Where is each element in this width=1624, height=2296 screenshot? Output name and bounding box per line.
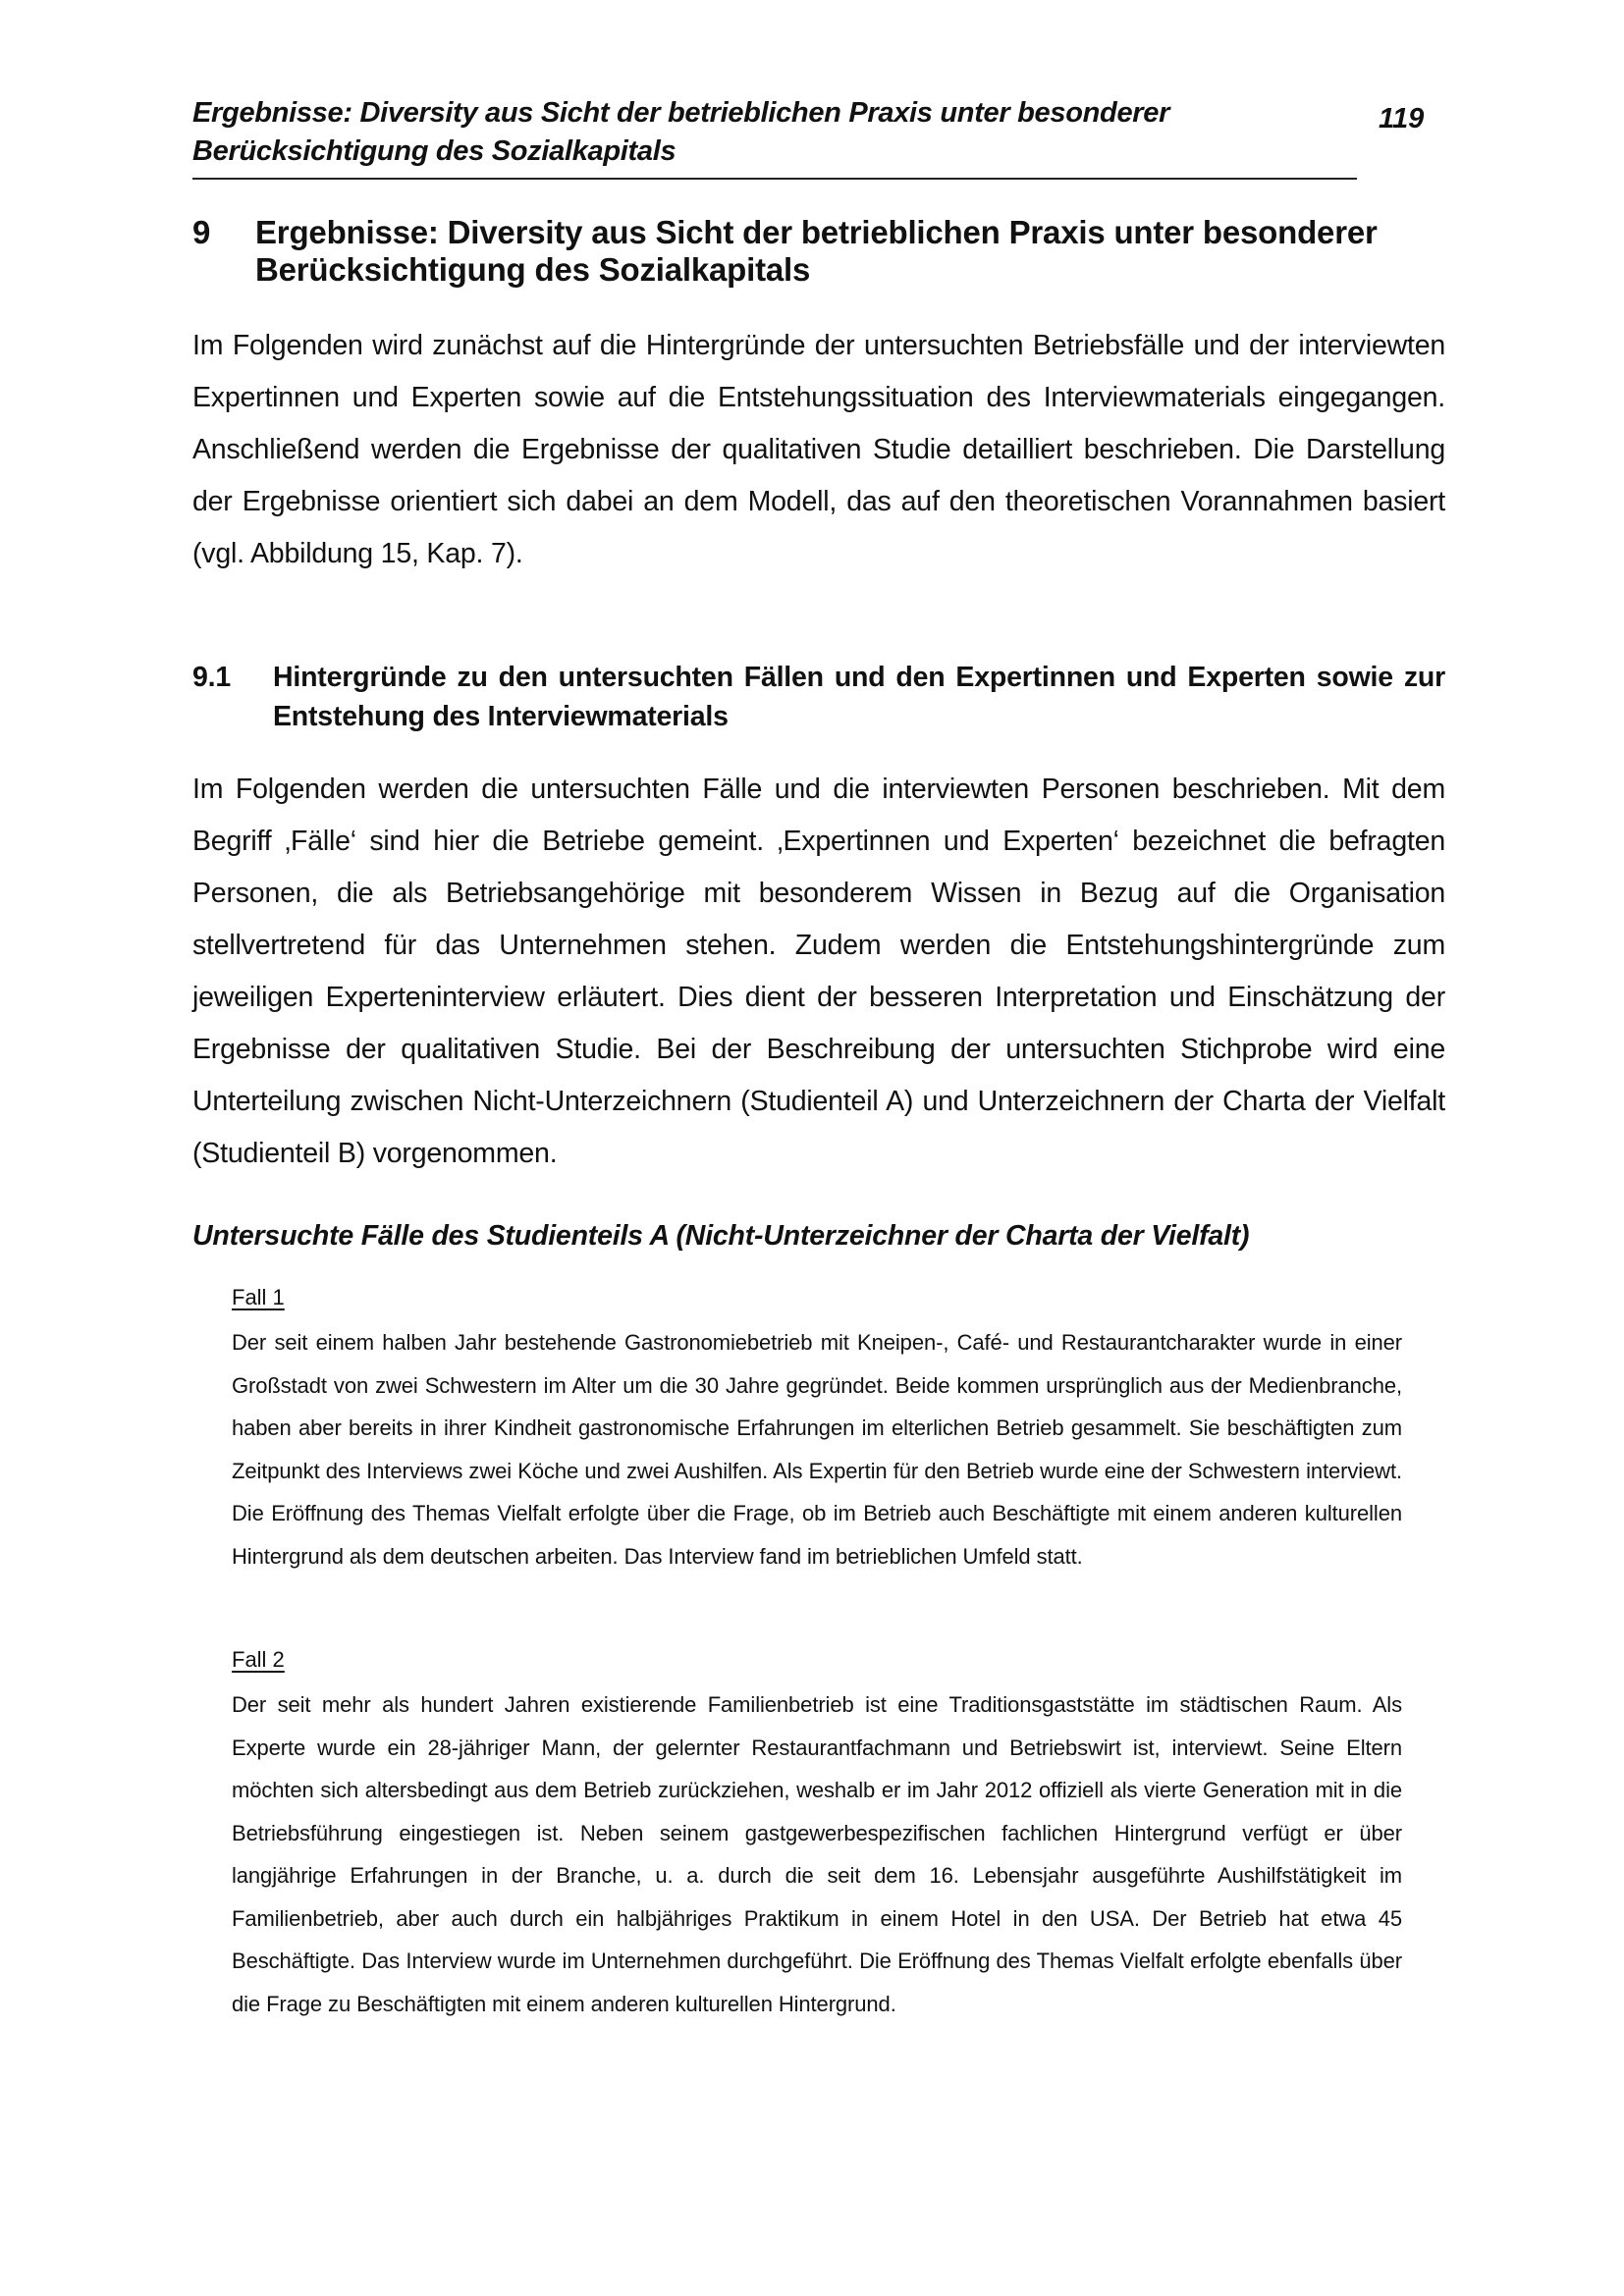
section-title: Hintergründe zu den untersuchten Fällen und den Expertinnen und Experten sowie zur Entstehung des Interviewmaterials [273, 662, 1445, 732]
study-part-a-subheading: Untersuchte Fälle des Studienteils A (Nicht-Unterzeichner der Charta der Vielfalt) [192, 1220, 1250, 1252]
chapter-heading [192, 214, 1445, 289]
case-label: Fall 2 [232, 1647, 285, 1672]
chapter-title: Ergebnisse: Diversity aus Sicht der betrieblichen Praxis unter besonderer Berücksichtigung des Sozialkapitals [255, 214, 1378, 288]
section-number: 9.1 [192, 662, 232, 693]
case-block-1 [232, 1282, 1402, 1577]
section-heading [192, 658, 1445, 736]
case-block-2 [232, 1644, 1402, 2025]
header-divider [192, 178, 1357, 180]
case-description: Der seit mehr als hundert Jahren existierende Familienbetrieb ist eine Traditionsgaststätte im städtischen Raum. Als Experte wurde ein 28-jähriger Mann, der gelernter Restaurantfachmann und Betriebswirt ist, interviewt. Seine Eltern möchten sich altersbedingt aus dem Betrieb zurückziehen, weshalb er im Jahr 2012 offiziell als vierte Generation mit in die Betriebsführung eingestiegen ist. Neben seinem gastgewerbespezifischen fachlichen Hintergrund verfügt er über langjährige Erfahrungen in der Branche, u. a. durch die seit dem 16. Lebensjahr ausgeführte Aushilfstätigkeit im Familienbetrieb, aber auch durch ein halbjähriges Praktikum in einem Hotel in den USA. Der Betrieb hat etwa 45 Beschäftigte. Das Interview wurde im Unternehmen durchgeführt. Die Eröffnung des Themas Vielfalt erfolgte ebenfalls über die Frage zu Beschäftigten mit einem anderen kulturellen Hintergrund. [232, 1692, 1402, 2016]
running-header-title: Ergebnisse: Diversity aus Sicht der betrieblichen Praxis unter besonderer Berücksichtigung des Sozialkapitals [192, 97, 1170, 167]
page-number: 119 [1379, 103, 1425, 134]
chapter-number: 9 [192, 214, 211, 250]
intro-paragraph: Im Folgenden wird zunächst auf die Hintergründe der untersuchten Betriebsfälle und der interviewten Expertinnen und Experten sowie auf die Entstehungssituation des Interviewmaterials eingegangen. Anschließend werden die Ergebnisse der qualitativen Studie detailliert beschrieben. Die Darstellung der Ergebnisse orientiert sich dabei an dem Modell, das auf den theoretischen Vorannahmen basiert (vgl. Abbildung 15, Kap. 7). [192, 330, 1445, 569]
case-description: Der seit einem halben Jahr bestehende Gastronomiebetrieb mit Kneipen-, Café- und Restaurantcharakter wurde in einer Großstadt von zwei Schwestern im Alter um die 30 Jahre gegründet. Beide kommen ursprünglich aus der Medienbranche, haben aber bereits in ihrer Kindheit gastronomische Erfahrungen im elterlichen Betrieb gesammelt. Sie beschäftigten zum Zeitpunkt des Interviews zwei Köche und zwei Aushilfen. Als Expertin für den Betrieb wurde eine der Schwestern interviewt. Die Eröffnung des Themas Vielfalt erfolgte über die Frage, ob im Betrieb auch Beschäftigte mit einem anderen kulturellen Hintergrund als dem deutschen arbeiten. Das Interview fand im betrieblichen Umfeld statt. [232, 1330, 1402, 1569]
case-label: Fall 1 [232, 1285, 285, 1309]
section-paragraph: Im Folgenden werden die untersuchten Fälle und die interviewten Personen beschrieben. Mit dem Begriff ‚Fälle‘ sind hier die Betriebe gemeint. ‚Expertinnen und Experten‘ bezeichnet die befragten Personen, die als Betriebsangehörige mit besonderem Wissen in Bezug auf die Organisation stellvertretend für das Unternehmen stehen. Zudem werden die Entstehungshintergründe zum jeweiligen Experteninterview erläutert. Dies dient der besseren Interpretation und Einschätzung der Ergebnisse der qualitativen Studie. Bei der Beschreibung der untersuchten Stichprobe wird eine Unterteilung zwischen Nicht-Unterzeichnern (Studienteil A) und Unterzeichnern der Charta der Vielfalt (Studienteil B) vorgenommen. [192, 774, 1445, 1169]
